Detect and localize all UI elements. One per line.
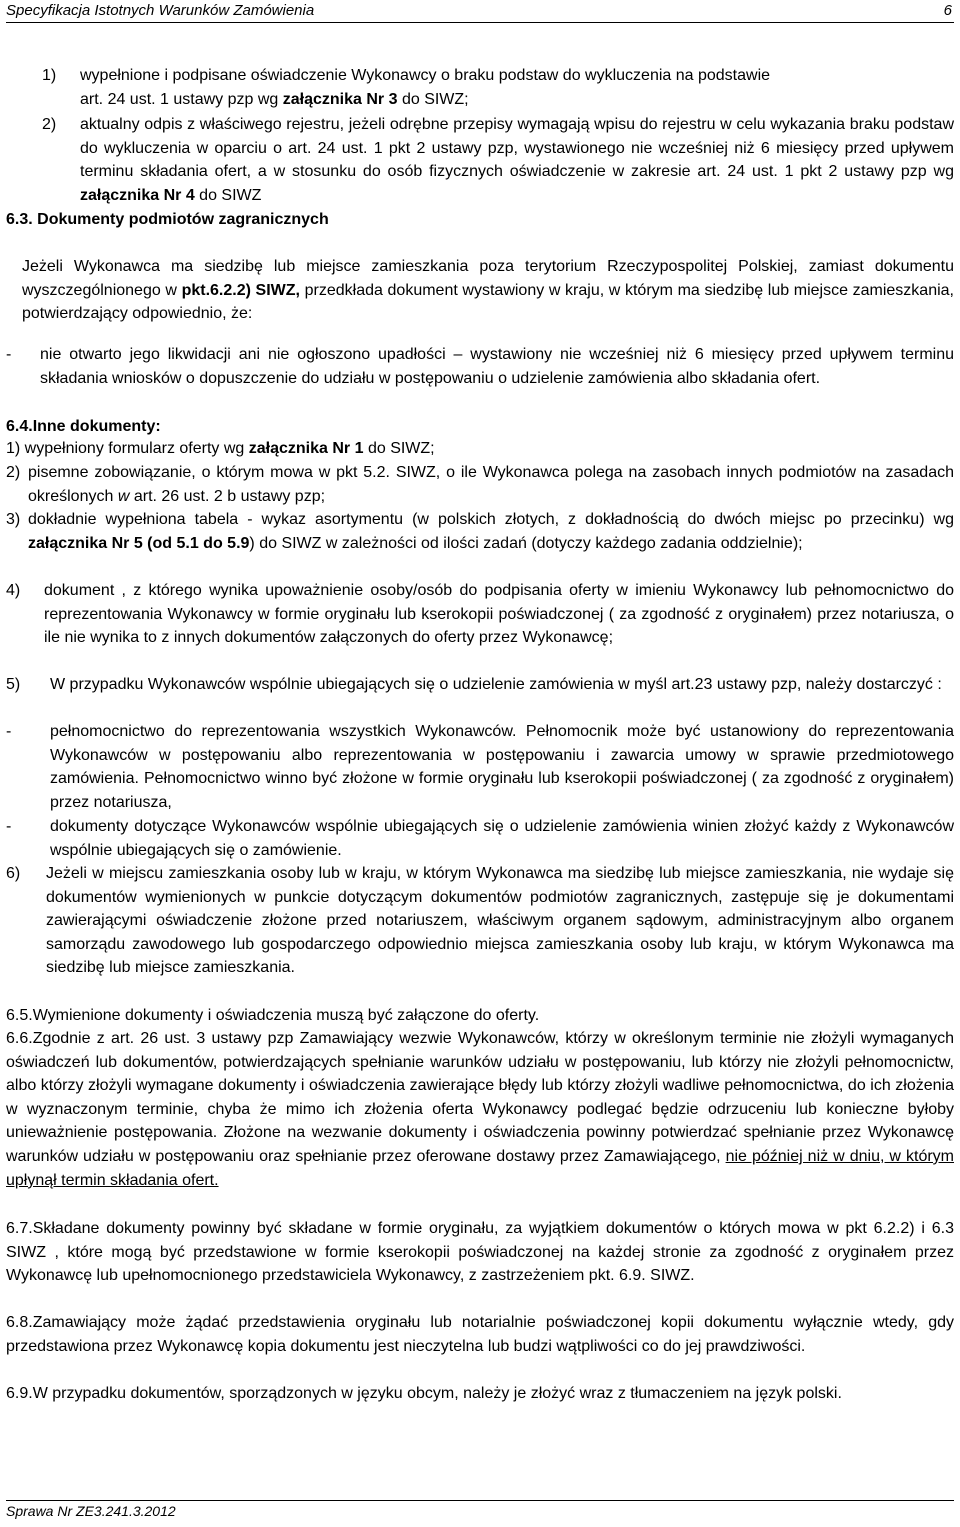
header-title: Specyfikacja Istotnych Warunków Zamówienia [6, 2, 315, 19]
text-run: pisemne zobowiązanie, o którym mowa w pkt 5.2. SIWZ, o ile Wykonawca polega na zasobach innych podmiotów na zasadach określonych [28, 464, 954, 505]
text-run: 6.6.Zgodnie z art. 26 ust. 3 ustawy pzp Zamawiający wezwie Wykonawców, którzy w określonym terminie nie złożyli wymaganych oświadczeń lub dokumentów, potwierdzających spełnianie warunków udziału w postępowaniu, lub którzy nie złożyli pełnomocnictw, albo którzy złożyli wymagane dokumenty i oświadczenia zawierające błędy lub którzy złożyli wadliwe pełnomocnictwa, do ich złożenia w wyznaczonym terminie, chyba że mimo ich złożenia oferta Wykonawcy podlegać będzie odrzuceniu lub konieczne byłoby unieważnienie postępowania. Złożone na wezwanie dokumenty i oświadczenia powinny potwierdzać spełnianie przez Wykonawcę warunków udziału w postępowaniu oraz spełnianie przez oferowane dostawy przez Zamawiającego, [6, 1030, 954, 1165]
page-footer: Sprawa Nr ZE3.241.3.2012 [6, 1503, 176, 1519]
section-heading-6-4 [6, 415, 954, 439]
paragraph-6-6 [6, 1027, 954, 1192]
list-item-text: Jeżeli w miejscu zamieszkania osoby lub w kraju, w którym Wykonawca ma siedzibę lub miejsce zamieszkania, nie wydaje się dokumentów wymienionych w punkcie dotyczącym dokumentów podmiotów zagranicznych, zastępuje się je dokumentami zawierającymi oświadczenie złożone przed notariuszem, właściwym organem sądowym, administracyjnym albo organem samorządu zawodowego lub gospodarczego odpowiednio miejsca zamieszkania osoby lub kraju, w którym Wykonawca ma siedzibę lub miejsce zamieszkania. [46, 865, 954, 977]
text-run: aktualny odpis z właściwego rejestru, jeżeli odrębne przepisy wymagają wpisu do rejestru w celu wykazania braku podstaw do wykluczenia w oparciu o art. 24 ust. 1 pkt 2 ustawy pzp, wystawionego nie wcześniej niż 6 miesięcy przed upływem terminu składania ofert, a w stosunku do osób fizycznych oświadczenie w zakresie art. 24 ust. 1 pkt 2 ustawy pzp wg [80, 116, 954, 181]
list-item-text [28, 508, 954, 555]
dash-bullet: - [6, 818, 12, 835]
paragraph-6-5: 6.5.Wymienione dokumenty i oświadczenia muszą być załączone do oferty. [6, 1007, 540, 1024]
text-run: do SIWZ; [397, 91, 469, 108]
list-item-text [6, 437, 954, 461]
dash-item-text: pełnomocnictwo do reprezentowania wszystkich Wykonawców. Pełnomocnik może być ustanowiony do reprezentowania Wykonawców w postępowaniu albo reprezentowania w postępowaniu i zawarcia umowy w sprawie przedmiotowego zamówienia. Pełnomocnictwo winno być złożone w formie oryginału lub kserokopii poświadczonej ( za zgodność z oryginałem) przez notariusza, [50, 723, 954, 811]
list-item-number: 6) [6, 865, 21, 882]
text-run: dokładnie wypełniona tabela - wykaz asortymentu (w polskich złotych, z dokładnością do dwóch miejsc po przecinku) wg [28, 511, 954, 528]
list-item-text: dokument , z którego wynika upoważnienie osoby/osób do podpisania oferty w imieniu Wykonawcy lub pełnomocnictwo do reprezentowania Wykonawcy w formie oryginału lub kserokopii poświadczonej ( za zgodność z oryginałem) przez notariusza, o ile nie wynika to z innych dokumentów załączonych do oferty przez Wykonawcę; [44, 582, 954, 647]
paragraph-6-7: 6.7.Składane dokumenty powinny być składane w formie oryginału, za wyjątkiem dokumentów o których mowa w pkt 6.2.2) i 6.3 SIWZ , które mogą być przedstawione w formie kserokopii poświadczonej na każdej stronie za zgodność z oryginałem przez Wykonawcę lub upełnomocnionego przedstawiciela Wykonawcy, z zastrzeżeniem pkt. 6.9. SIWZ. [6, 1220, 954, 1285]
list-item-number: 2) [42, 116, 57, 133]
dash-item-text: dokumenty dotyczące Wykonawców wspólnie ubiegających się o udzielenie zamówienia winien złożyć każdy z Wykonawców wspólnie ubiegających się o zamówienie. [50, 818, 954, 859]
heading-text: 6.3. Dokumenty podmiotów zagranicznych [6, 211, 329, 228]
bold-run: załącznika Nr 5 (od 5.1 do 5.9 [28, 534, 250, 552]
text-run: ) do SIWZ w zależności od ilości zadań (dotyczy każdego zadania oddzielnie); [249, 534, 803, 552]
bold-run: załącznika Nr 1 [248, 440, 364, 457]
text-run: Jeżeli Wykonawca ma siedzibę lub miejsce zamieszkania poza terytorium Rzeczypospolitej Polskiej, zamiast dokumentu wyszczególnionego w [22, 258, 954, 299]
dash-bullet: - [6, 346, 12, 363]
dash-bullet: - [6, 723, 12, 740]
heading-text: 6.4.Inne dokumenty: [6, 418, 161, 435]
text-run: do SIWZ [194, 186, 262, 204]
list-item-text [80, 64, 954, 88]
list-item-number: 2) [6, 464, 21, 481]
italic-run: w [117, 487, 130, 505]
list-item-text [80, 113, 954, 207]
page-header [6, 0, 952, 22]
paragraph-6-3 [22, 255, 954, 326]
paragraph-6-8: 6.8.Zamawiający może żądać przedstawienia oryginału lub notarialnie poświadczonej kopii dokumentu wyłącznie wtedy, gdy przedstawiona przez Wykonawcę kopia dokumentu jest nieczytelna lub budzi wątpliwości co do jej prawdziwości. [6, 1314, 954, 1355]
paragraph-6-9: 6.9.W przypadku dokumentów, sporządzonych w języku obcym, należy je złożyć wraz z tłumaczeniem na język polski. [6, 1385, 842, 1402]
bold-run: załącznika Nr 4 [80, 186, 195, 204]
header-rule [6, 22, 954, 23]
list-item-number: 5) [6, 676, 21, 693]
section-heading-6-3 [6, 208, 954, 232]
list-item-text: W przypadku Wykonawców wspólnie ubiegających się o udzielenie zamówienia w myśl art.23 ustawy pzp, należy dostarczyć : [50, 676, 942, 693]
list-item-number: 3) [6, 511, 21, 528]
list-item-number: 1) [42, 67, 57, 84]
dash-item-text: nie otwarto jego likwidacji ani nie ogłoszono upadłości – wystawiony nie wcześniej niż 6 miesięcy przed upływem terminu składania wniosków o dopuszczenie do udziału w postępowaniu o udzielenie zamówienia albo składania ofert. [40, 346, 954, 387]
bold-run: załącznika Nr 3 [282, 91, 398, 108]
bold-run: pkt.6.2.2) SIWZ, [181, 281, 300, 299]
list-item-text [28, 461, 954, 508]
list-item-number: 4) [6, 582, 21, 599]
text-run: do SIWZ; [363, 440, 435, 457]
footer-rule [6, 1500, 954, 1501]
list-item-continuation [80, 88, 954, 112]
list-item-line: wypełnione i podpisane oświadczenie Wykonawcy o braku podstaw do wykluczenia na podstawie [80, 67, 771, 84]
underlined-run: nie później niż w dniu, w którym upłynął termin składania ofert. [6, 1147, 954, 1189]
text-run: art. 26 ust. 2 b ustawy pzp; [129, 487, 326, 505]
text-run: art. 24 ust. 1 ustawy pzp wg [80, 91, 283, 108]
page-number: 6 [943, 2, 952, 19]
text-run: 1) wypełniony formularz oferty wg [6, 440, 249, 457]
text-run: przedkłada dokument wystawiony w kraju, w którym ma siedzibę lub miejsce zamieszkania, potwierdzający odpowiednio, że: [22, 281, 954, 323]
